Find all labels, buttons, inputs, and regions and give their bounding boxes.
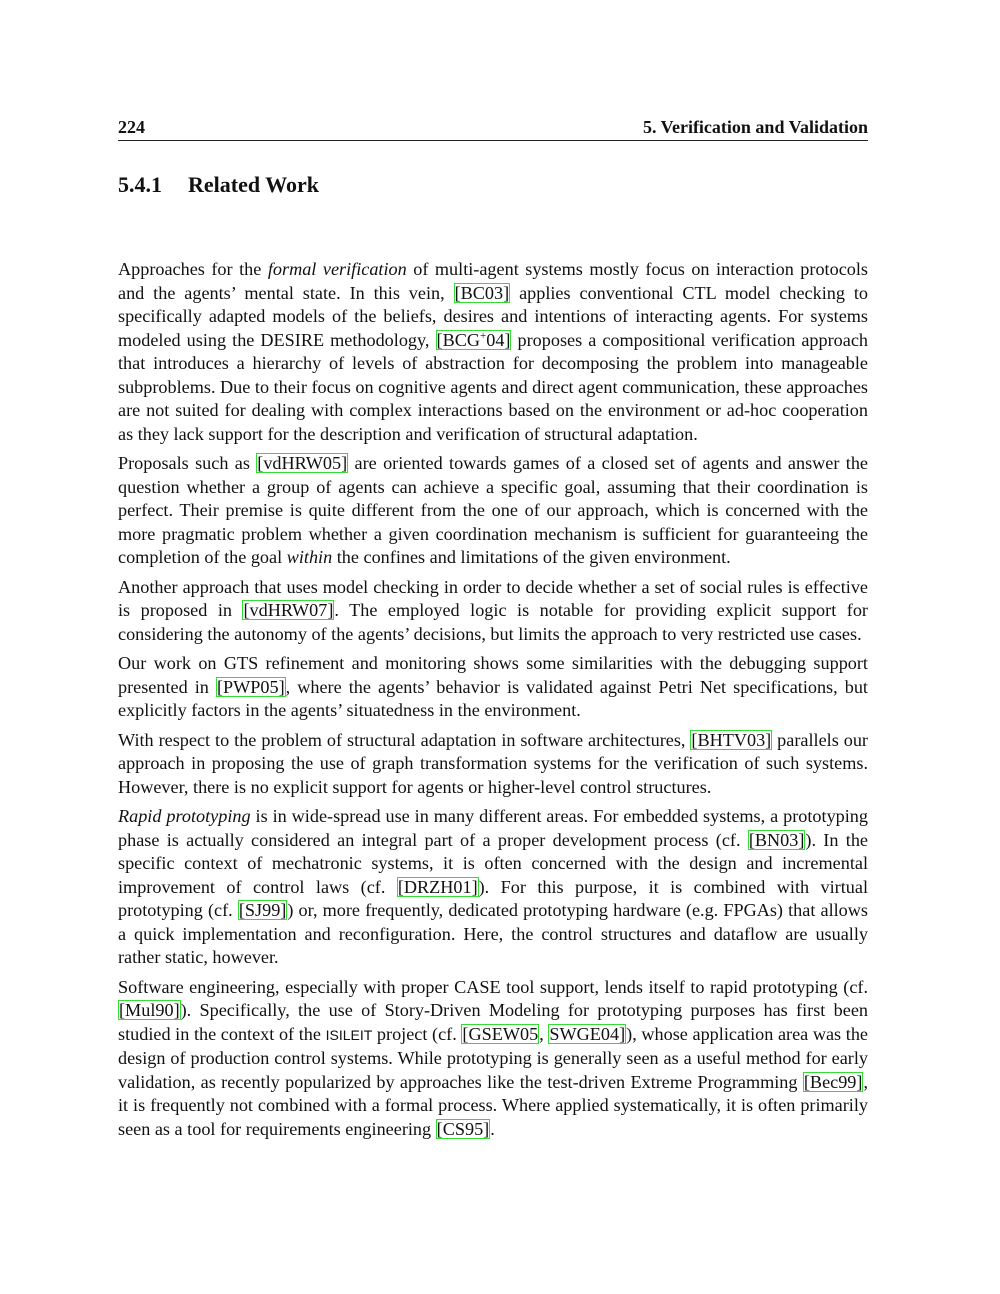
citation-link-bec99[interactable]: [Bec99] [803,1071,863,1092]
citation-part: [BCG [436,329,480,350]
text-run: ). For this purpose, it is combined with virtual prototyping (cf. [118,876,869,920]
citation-link-mul90[interactable]: [Mul90] [119,1000,180,1020]
section-number: 5.4.1 [118,172,162,197]
citation-link-swge04[interactable]: SWGE04] [549,1023,626,1044]
text-run: ). In the specific context of mechatronic systems, it is often concerned with the design and incremental improvement of control laws (cf. [118,829,868,897]
section-title: Related Work [188,172,319,197]
text-run: proposes a compositional verification approach that introduces a hierarchy of levels of abstraction for decomposing the problem into manageable subproblems. Due to their focus on cognitive agents and direct agent communication, these approaches are not suited for dealing with complex interactions based on the environment or ad-hoc cooperation as they lack support for the description and verification of structural adaptation. [118,329,869,444]
text-run: ), whose application area was the design of production control systems. While prototyping is generally seen as a useful method for early validation, as recently popularized by approaches like the test-driven Extreme Programming [118,1023,868,1092]
citation-link-bhtv03[interactable]: [BHTV03] [691,729,772,750]
paragraph-7 [118,976,868,1142]
text-run: Approaches for the [118,259,268,279]
paragraph-2 [118,452,868,570]
citation-link-sj99[interactable]: [SJ99] [238,900,287,920]
text-run: the confines and limitations of the given environment. [332,547,731,567]
citation-link-bc03[interactable]: [BC03] [454,282,510,303]
paragraph-6 [118,805,868,970]
citation-link-drzh01[interactable]: [DRZH01] [397,876,478,897]
project-name: ISILEIT [325,1026,373,1043]
citation-link-bcg04[interactable] [436,330,512,350]
text-run: , [539,1023,549,1044]
citation-link-pwp05[interactable]: [PWP05] [216,676,285,697]
text-run: parallels our approach in proposing the use of graph transformation systems for the verification of such systems. However, there is no explicit support for agents or higher-level control structures. [118,729,868,797]
running-header [118,116,868,141]
text-run: . The employed logic is notable for providing explicit support for considering the autonomy of the agents’ decisions, but limits the approach to very restricted use cases. [118,600,868,644]
text-run: Proposals such as [118,453,257,473]
text-run: Another approach that uses model checking in order to decide whether a set of social rules is effective is proposed in [118,576,868,620]
text-run: Our work on GTS refinement and monitoring shows some similarities with the debugging support presented in [118,653,868,697]
text-run: is in wide-spread use in many different areas. For embedded systems, a prototyping phase is actually considered an integral part of a proper development process (cf. [118,806,868,850]
paragraph-5 [118,729,868,800]
citation-link-gsew05[interactable]: [GSEW05 [462,1023,539,1044]
text-run: project (cf. [372,1023,462,1044]
citation-superscript: + [480,329,487,342]
section-heading [118,171,319,199]
text-run: ) or, more frequently, dedicated prototyping hardware (e.g. FPGAs) that allows a quick implementation and reconfiguration. Here, the control structures and dataflow are usually rather static, however. [118,900,868,967]
text-run: With respect to the problem of structural adaptation in software architectures, [118,729,691,750]
page-number: 224 [118,117,145,137]
text-run: . [490,1118,495,1139]
citation-link-bn03[interactable]: [BN03] [748,829,805,850]
citation-link-vdhrw05[interactable]: [vdHRW05] [257,453,348,473]
citation-part: 04] [486,329,511,350]
body-text [118,258,868,1147]
text-run: , where the agents’ behavior is validated against Petri Net specifications, but explicitly factors in the agents’ situatedness in the environment. [118,676,868,720]
text-run: are oriented towards games of a closed set of agents and answer the question whether a group of agents can achieve a specific goal, assuming that their coordination is perfect. Their premise is quite different from the one of our approach, which is concerned with the more pragmatic problem whether a given coordination mechanism is sufficient for guaranteeing the completion of the goal [118,453,868,567]
text-run: of multi-agent systems mostly focus on interaction protocols and the agents’ mental state. In this vein, [118,259,868,303]
text-run: , it is frequently not combined with a formal process. Where applied systematically, it is often primarily seen as a tool for requirements engineering [118,1071,868,1139]
chapter-title: 5. Verification and Validation [642,117,868,137]
emphasis: within [286,547,333,567]
citation-link-vdhrw07[interactable]: [vdHRW07] [243,600,334,620]
emphasis: formal verification [267,259,407,279]
text-run: applies conventional CTL model checking to specifically adapted models of the beliefs, desires and intentions of interacting agents. For systems modeled using the DESIRE methodology, [118,282,868,350]
citation-link-cs95[interactable]: [CS95] [436,1118,490,1139]
paragraph-4 [118,652,868,723]
emphasis: Rapid prototyping [118,806,251,826]
paragraph-3 [118,576,868,647]
text-run: Software engineering, especially with proper CASE tool support, lends itself to rapid prototyping (cf. [118,976,868,997]
text-run: ). Specifically, the use of Story-Driven Modeling for prototyping purposes has first been studied in the context of the [118,1000,868,1044]
paragraph-1 [118,258,868,446]
